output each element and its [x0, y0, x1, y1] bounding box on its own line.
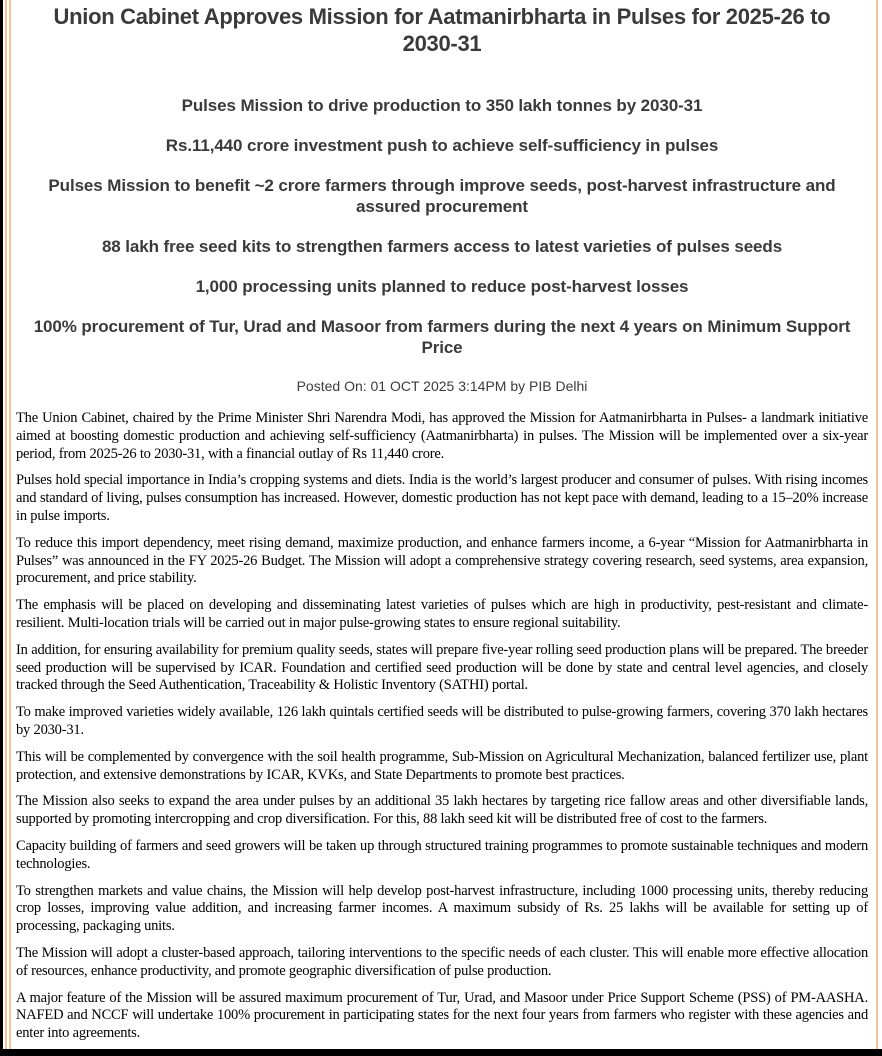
- paragraph-intro: The Union Cabinet, chaired by the Prime Minister Shri Narendra Modi, has approved the Mission for Aatmanirbharta in Pulses- a landmark initiative aimed at boosting domestic production and achieving self-sufficiency (Aatmanirbharta) in pulses. The Mission will be implemented over a six-year period, from 2025-26 to 2030-31, with a financial outlay of Rs 11,440 crore.: [16, 410, 868, 462]
- window-edge-bottom: [0, 1049, 882, 1056]
- paragraph-capacity-building: Capacity building of farmers and seed growers will be taken up through structured training programmes to promote sustainable techniques and modern technologies.: [16, 837, 868, 872]
- posted-on-line: Posted On: 01 OCT 2025 3:14PM by PIB Delhi: [296, 378, 588, 394]
- paragraph-assured-procurement: A major feature of the Mission will be assured maximum procurement of Tur, Urad, and Masoor under Price Support Scheme (PSS) of PM-AASHA. NAFED and NCCF will undertake 100% procurement in participating states for the next four years from farmers who register with these agencies and enter into agreements.: [16, 989, 868, 1042]
- page-title: Union Cabinet Approves Mission for Aatmanirbharta in Pulses for 2025-26 to 2030-31: [53, 4, 831, 56]
- highlight-production-target: Pulses Mission to drive production to 350 lakh tonnes by 2030-31: [181, 96, 703, 115]
- paragraph-importance: Pulses hold special importance in India’s cropping systems and diets. India is the world’s largest producer and consumer of pulses. With rising incomes and standard of living, pulses consumption has increased. However, domestic production has not kept pace with demand, leading to a 15–20% increase in pulse imports.: [16, 472, 868, 524]
- highlight-seed-kits: 88 lakh free seed kits to strengthen farmers access to latest varieties of pulses seeds: [101, 237, 783, 256]
- border-line-left-inner: [9, 0, 11, 1049]
- highlight-farmer-benefit: Pulses Mission to benefit ~2 crore farmers through improve seeds, post-harvest infrastructure and assured procurement: [48, 176, 836, 216]
- paragraph-certified-seeds: To make improved varieties widely available, 126 lakh quintals certified seeds will be distributed to pulse-growing farmers, covering 370 lakh hectares by 2030-31.: [16, 704, 868, 738]
- paragraph-varieties-emphasis: The emphasis will be placed on developing and disseminating latest varieties of pulses which are high in productivity, pest-resistant and climate-resilient. Multi-location trials will be carried out in major pulse-growing states to ensure regional suitability.: [16, 597, 868, 631]
- highlight-processing-units: 1,000 processing units planned to reduce post-harvest losses: [195, 277, 689, 296]
- border-line-right: [876, 0, 878, 1049]
- window-edge-left: [0, 0, 3, 1056]
- paragraph-area-expansion: The Mission also seeks to expand the area under pulses by an additional 35 lakh hectares by targeting rice fallow areas and other diversifiable lands, supported by promoting intercropping and crop diversification. For this, 88 lakh seed kit will be distributed free of cost to the farmers.: [16, 793, 868, 828]
- paragraph-markets-value-chains: To strengthen markets and value chains, the Mission will help develop post-harvest infrastructure, including 1000 processing units, thereby reducing crop losses, improving value addition, and increasing farmer incomes. A maximum subsidy of Rs. 25 lakhs will be available for setting up of processing, packaging units.: [16, 882, 868, 935]
- paragraph-convergence: This will be complemented by convergence with the soil health programme, Sub-Mission on Agricultural Mechanization, balanced fertilizer use, plant protection, and extensive demonstrations by ICAR, KVKs, and State Departments to promote best practices.: [16, 748, 868, 783]
- highlight-investment: Rs.11,440 crore investment push to achieve self-sufficiency in pulses: [165, 136, 719, 155]
- press-release-content: [16, 0, 868, 1052]
- paragraph-mission-announcement: To reduce this import dependency, meet rising demand, maximize production, and enhance farmers income, a 6-year “Mission for Aatmanirbharta in Pulses” was announced in the FY 2025-26 Budget. The Mission will adopt a comprehensive strategy covering research, seed systems, area expansion, procurement, and price stability.: [16, 534, 868, 587]
- highlights-section: [16, 95, 868, 358]
- release-body: [16, 410, 868, 1043]
- paragraph-cluster-approach: The Mission will adopt a cluster-based approach, tailoring interventions to the specific needs of each cluster. This will enable more effective allocation of resources, enhance productivity, and promote geographic diversification of pulse production.: [16, 944, 868, 979]
- paragraph-seed-plans: In addition, for ensuring availability for premium quality seeds, states will prepare five-year rolling seed production plans will be prepared. The breeder seed production will be supervised by ICAR. Foundation and certified seed production will be done by state and central level agencies, and closely tracked through the Seed Authentication, Traceability & Holistic Inventory (SATHI) portal.: [16, 641, 868, 694]
- border-line-left-outer: [5, 0, 7, 1049]
- highlight-procurement: 100% procurement of Tur, Urad and Masoor from farmers during the next 4 years on Minimum Support Price: [33, 317, 851, 357]
